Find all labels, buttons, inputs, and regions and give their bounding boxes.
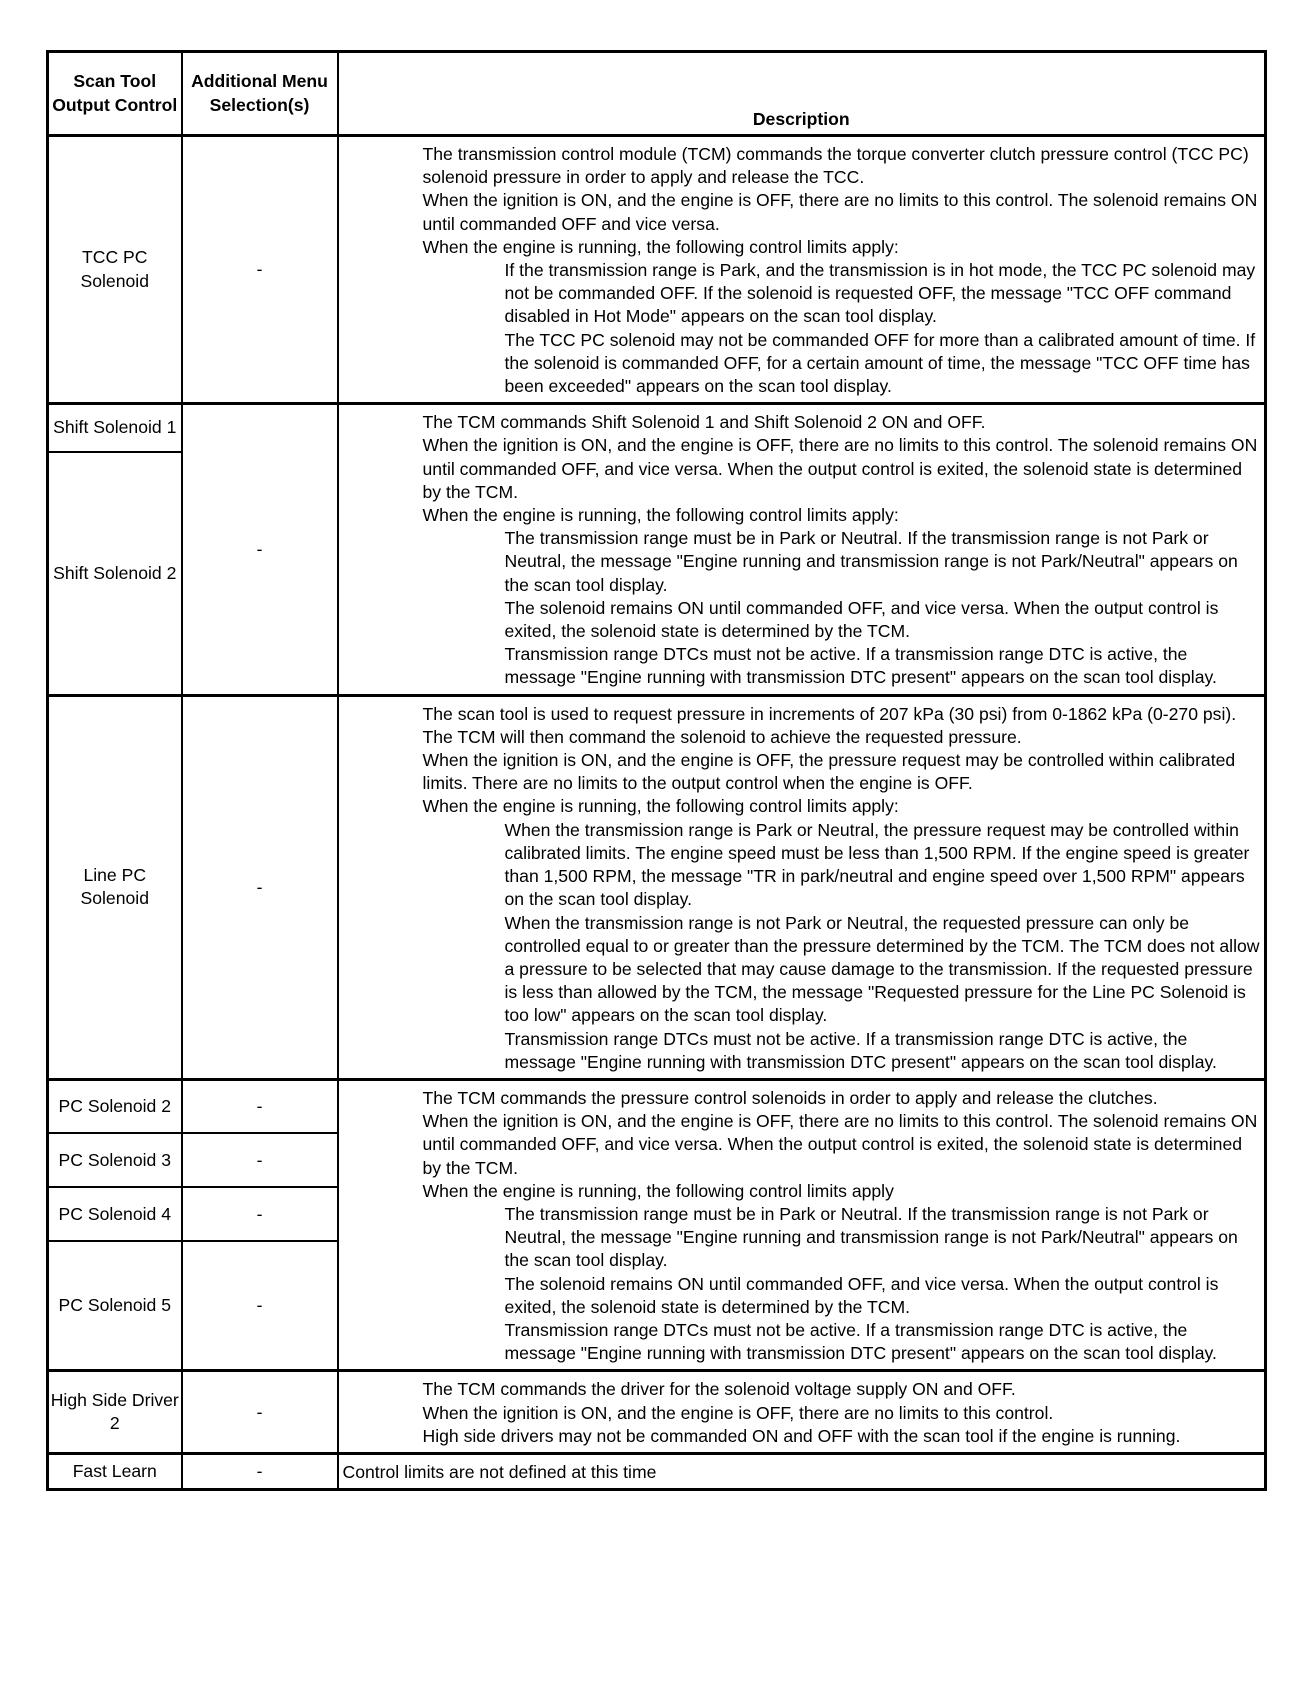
description-subitem: Transmission range DTCs must not be active. If a transmission range DTC is active, the message "Engine running with transmission DTC present" appears on the scan tool display.: [504, 1319, 1217, 1364]
header-scan-tool-output-control: Scan Tool Output Control: [48, 52, 182, 136]
table-row: [48, 1079, 1266, 1133]
description-subitem: When the transmission range is Park or Neutral, the pressure request may be controlled within calibrated limits. The engine speed must be less than 1,500 RPM. If the engine speed is greater than 1,500 RPM, the message "TR in park/neutral and engine speed over 1,500 RPM" appears on the scan tool display.: [504, 819, 1250, 910]
menu-selection: -: [182, 1241, 338, 1370]
description-line: High side drivers may not be commanded ON and OFF with the scan tool if the engine is running.: [422, 1425, 1181, 1446]
menu-selection: -: [182, 404, 338, 695]
description-line: The TCM commands Shift Solenoid 1 and Shift Solenoid 2 ON and OFF.: [422, 412, 986, 433]
document-page: [46, 50, 1264, 1491]
menu-selection: -: [182, 1079, 338, 1133]
description-subitem: The transmission range must be in Park or Neutral. If the transmission range is not Park or Neutral, the message "Engine running and transmission range is not Park/Neutral" appears on the scan tool display.: [504, 528, 1238, 595]
control-name: Fast Learn: [48, 1453, 182, 1489]
description-line: When the ignition is ON, and the engine is OFF, there are no limits to this control. The solenoid remains ON until commanded OFF, and vice versa. When the output control is exited, the solenoid state is determined by the TCM.: [422, 1111, 1258, 1178]
output-control-table: [46, 50, 1267, 1491]
table-row: [48, 695, 1266, 1079]
header-row: [48, 52, 1266, 136]
menu-selection: -: [182, 1453, 338, 1489]
description-subitem: When the transmission range is not Park or Neutral, the requested pressure can only be controlled equal to or greater than the pressure determined by the TCM. The TCM does not allow a pressure to be selected that may cause damage to the transmission. If the requested pressure is less than allowed by the TCM, the message "Requested pressure for the Line PC Solenoid is too low" appears on the scan tool display.: [504, 912, 1260, 1026]
menu-selection: -: [182, 1133, 338, 1187]
control-name: PC Solenoid 4: [48, 1187, 182, 1241]
description-line: The scan tool is used to request pressure in increments of 207 kPa (30 psi) from 0-1862 kPa (0-270 psi). The TCM will then command the solenoid to achieve the requested pressure.: [422, 703, 1237, 747]
control-name: Shift Solenoid 2: [48, 452, 182, 695]
description-line: The TCM commands the pressure control solenoids in order to apply and release the clutches.: [422, 1087, 1158, 1108]
control-name: TCC PC Solenoid: [48, 136, 182, 404]
menu-selection: -: [182, 1371, 338, 1454]
description-subitem: The solenoid remains ON until commanded OFF, and vice versa. When the output control is exited, the solenoid state is determined by the TCM.: [504, 1273, 1219, 1317]
description: [338, 404, 1266, 695]
control-name: Line PC Solenoid: [48, 695, 182, 1079]
control-name: Shift Solenoid 1: [48, 404, 182, 452]
control-name: PC Solenoid 5: [48, 1241, 182, 1370]
header-additional-menu-selections: Additional Menu Selection(s): [182, 52, 338, 136]
description-line: When the ignition is ON, and the engine is OFF, the pressure request may be controlled within calibrated limits. There are no limits to the output control when the engine is OFF.: [422, 750, 1236, 794]
description-line: The TCM commands the driver for the solenoid voltage supply ON and OFF.: [422, 1379, 1016, 1400]
description-line: When the engine is running, the following control limits apply:: [422, 505, 899, 526]
description-subitem: Transmission range DTCs must not be active. If a transmission range DTC is active, the message "Engine running with transmission DTC present" appears on the scan tool display.: [504, 644, 1217, 688]
menu-selection: -: [182, 1187, 338, 1241]
menu-selection: -: [182, 136, 338, 404]
description: [338, 1079, 1266, 1370]
description-subitem: Transmission range DTCs must not be active. If a transmission range DTC is active, the message "Engine running with transmission DTC present" appears on the scan tool display.: [504, 1028, 1217, 1072]
table-row: [48, 136, 1266, 404]
description-line: When the engine is running, the following control limits apply:: [422, 796, 899, 817]
description-subitem: The solenoid remains ON until commanded OFF, and vice versa. When the output control is exited, the solenoid state is determined by the TCM.: [504, 597, 1219, 642]
description-line: When the engine is running, the following control limits apply:: [422, 236, 899, 257]
description-subitem: If the transmission range is Park, and the transmission is in hot mode, the TCC PC solenoid may not be commanded OFF. If the solenoid is requested OFF, the message "TCC OFF command disabled in Hot Mode" appears on the scan tool display.: [504, 260, 1256, 327]
control-name: PC Solenoid 3: [48, 1133, 182, 1187]
description-line: When the ignition is ON, and the engine is OFF, there are no limits to this control. The solenoid remains ON until commanded OFF, and vice versa. When the output control is exited, the solenoid state is determined by the TCM.: [422, 435, 1258, 502]
control-name: PC Solenoid 2: [48, 1079, 182, 1133]
table-row: [48, 1371, 1266, 1454]
table-row: [48, 1453, 1266, 1489]
description-subitem: The transmission range must be in Park or Neutral. If the transmission range is not Park or Neutral, the message "Engine running and transmission range is not Park/Neutral" appears on the scan tool display.: [504, 1203, 1238, 1271]
description: Control limits are not defined at this time: [338, 1453, 1266, 1489]
description-line: When the ignition is ON, and the engine is OFF, there are no limits to this control. The solenoid remains ON until commanded OFF and vice versa.: [422, 190, 1258, 234]
description: [338, 695, 1266, 1079]
table-row: [48, 404, 1266, 452]
description-line: When the ignition is ON, and the engine is OFF, there are no limits to this control.: [422, 1402, 1054, 1423]
description: [338, 136, 1266, 404]
menu-selection: -: [182, 695, 338, 1079]
description: [338, 1371, 1266, 1454]
description-line: The transmission control module (TCM) commands the torque converter clutch pressure control (TCC PC) solenoid pressure in order to apply and release the TCC.: [422, 144, 1249, 188]
control-name: High Side Driver 2: [48, 1371, 182, 1454]
description-line: When the engine is running, the following control limits apply: [422, 1180, 894, 1201]
header-description: Description: [338, 52, 1266, 136]
description-subitem: The TCC PC solenoid may not be commanded OFF for more than a calibrated amount of time. If the solenoid is commanded OFF, for a certain amount of time, the message "TCC OFF time has been exceeded" appears on the scan tool display.: [504, 329, 1256, 397]
